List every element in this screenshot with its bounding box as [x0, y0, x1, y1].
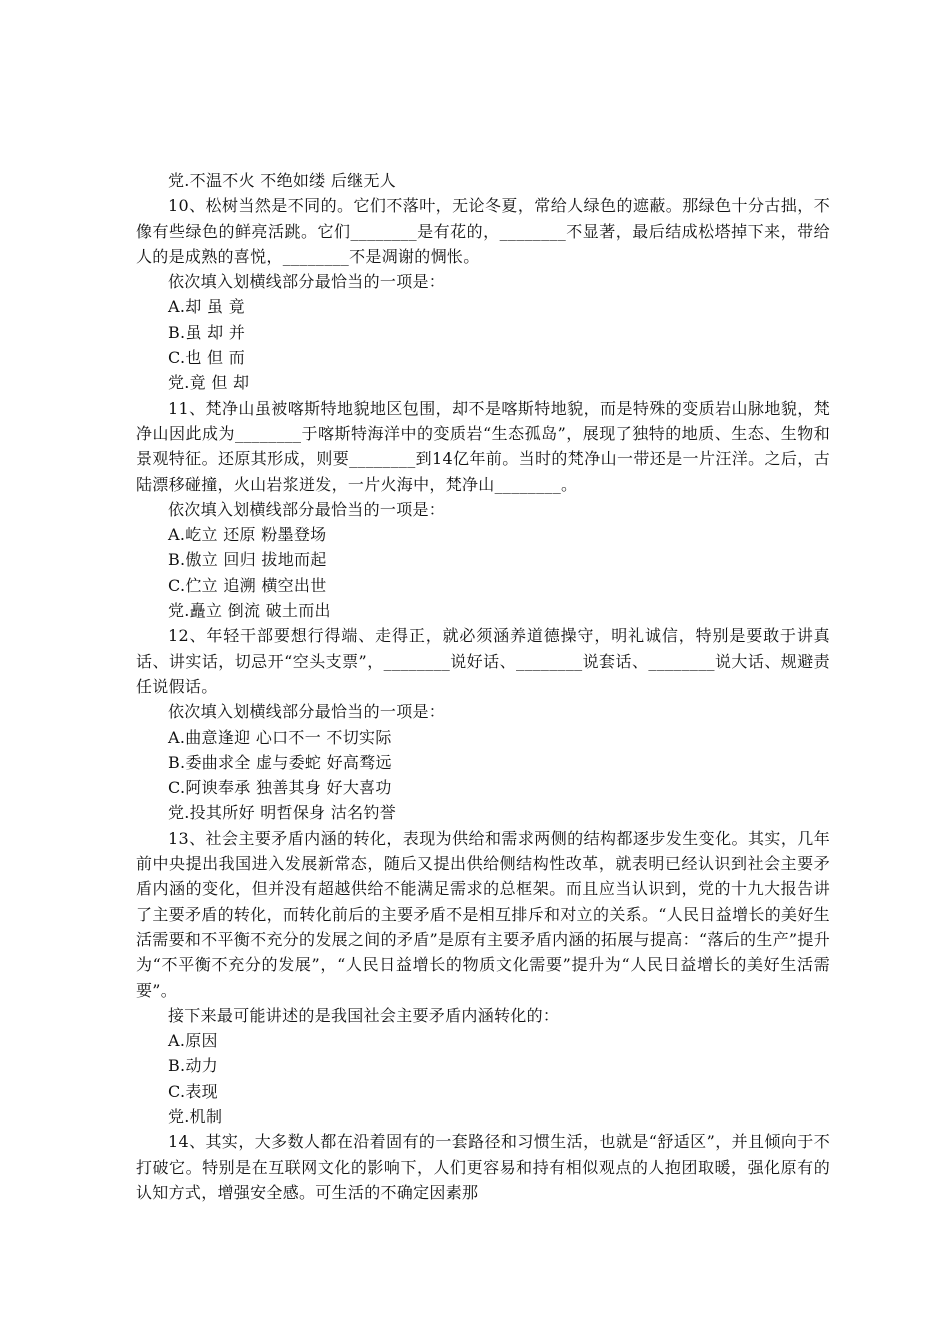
question-prompt: 依次填入划横线部分最恰当的一项是： — [168, 272, 446, 292]
answer-option: C.也 但 而 — [168, 348, 246, 368]
answer-option: 党.投其所好 明哲保身 沽名钓誉 — [168, 803, 397, 823]
answer-option: C.表现 — [168, 1081, 218, 1101]
answer-option: A.曲意逢迎 心口不一 不切实际 — [168, 727, 392, 747]
question-12-stem: 12、年轻干部要想行得端、走得正，就必须涵养道德操守，明礼诚信，特别是要敢于讲真话、讲实话，切忌开“空头支票”，________说好话、________说套话、________说大话、规避责任说假话。 — [136, 626, 830, 696]
question-14-stem: 14、其实，大多数人都在沿着固有的一套路径和习惯生活，也就是“舒适区”，并且倾向于不打破它。特别是在互联网文化的影响下，人们更容易和持有相似观点的人抱团取暖，强化原有的认知方式，增强安全感。可生活的不确定因素那 — [136, 1132, 830, 1202]
answer-option: 党.不温不火 不绝如缕 后继无人 — [168, 171, 397, 190]
document-page — [136, 168, 830, 1205]
answer-option: 党.机制 — [168, 1106, 223, 1126]
answer-option: B.委曲求全 虚与委蛇 好高骛远 — [168, 752, 392, 772]
question-prompt: 接下来最可能讲述的是我国社会主要矛盾内涵转化的： — [168, 1005, 560, 1025]
question-11-stem: 11、梵净山虽被喀斯特地貌地区包围，却不是喀斯特地貌，而是特殊的变质岩山脉地貌，梵净山因此成为________于喀斯特海洋中的变质岩“生态孤岛”，展现了独特的地质、生态、生物和景观特征。还原其形成，则要________到14亿年前。当时的梵净山一带还是一片汪洋。之后，古陆漂移碰撞，火山岩浆迸发，一片火海中，梵净山________。 — [136, 398, 830, 494]
answer-option: B.动力 — [168, 1056, 219, 1076]
answer-option: 党.矗立 倒流 破土而出 — [168, 601, 331, 621]
answer-option: B.虽 却 并 — [168, 322, 246, 342]
answer-option: C.阿谀奉承 独善其身 好大喜功 — [168, 778, 392, 798]
answer-option: B.傲立 回归 拔地而起 — [168, 550, 327, 570]
answer-option: C.伫立 追溯 横空出世 — [168, 575, 327, 595]
question-prompt: 依次填入划横线部分最恰当的一项是： — [168, 499, 446, 519]
answer-option: A.却 虽 竟 — [168, 297, 245, 317]
question-10-stem: 10、松树当然是不同的。它们不落叶，无论冬夏，常给人绿色的遮蔽。那绿色十分古拙，不像有些绿色的鲜亮活跳。它们________是有花的，________不显著，最后结成松塔掉下来，带给人的是成熟的喜悦，________不是凋谢的惆怅。 — [136, 196, 830, 266]
answer-option: A.原因 — [168, 1031, 218, 1051]
answer-option: A.屹立 还原 粉墨登场 — [168, 525, 327, 545]
question-prompt: 依次填入划横线部分最恰当的一项是： — [168, 702, 446, 722]
answer-option: 党.竟 但 却 — [168, 373, 250, 393]
question-13-stem: 13、社会主要矛盾内涵的转化，表现为供给和需求两侧的结构都逐步发生变化。其实，几年前中央提出我国进入发展新常态，随后又提出供给侧结构性改革，就表明已经认识到社会主要矛盾内涵的变化，但并没有超越供给不能满足需求的总框架。而且应当认识到，党的十九大报告讲了主要矛盾的转化，而转化前后的主要矛盾不是相互排斥和对立的关系。“人民日益增长的美好生活需要和不平衡不充分的发展之间的矛盾”是原有主要矛盾内涵的拓展与提高：“落后的生产”提升为“不平衡不充分的发展”，“人民日益增长的物质文化需要”提升为“人民日益增长的美好生活需要”。 — [136, 828, 830, 1000]
